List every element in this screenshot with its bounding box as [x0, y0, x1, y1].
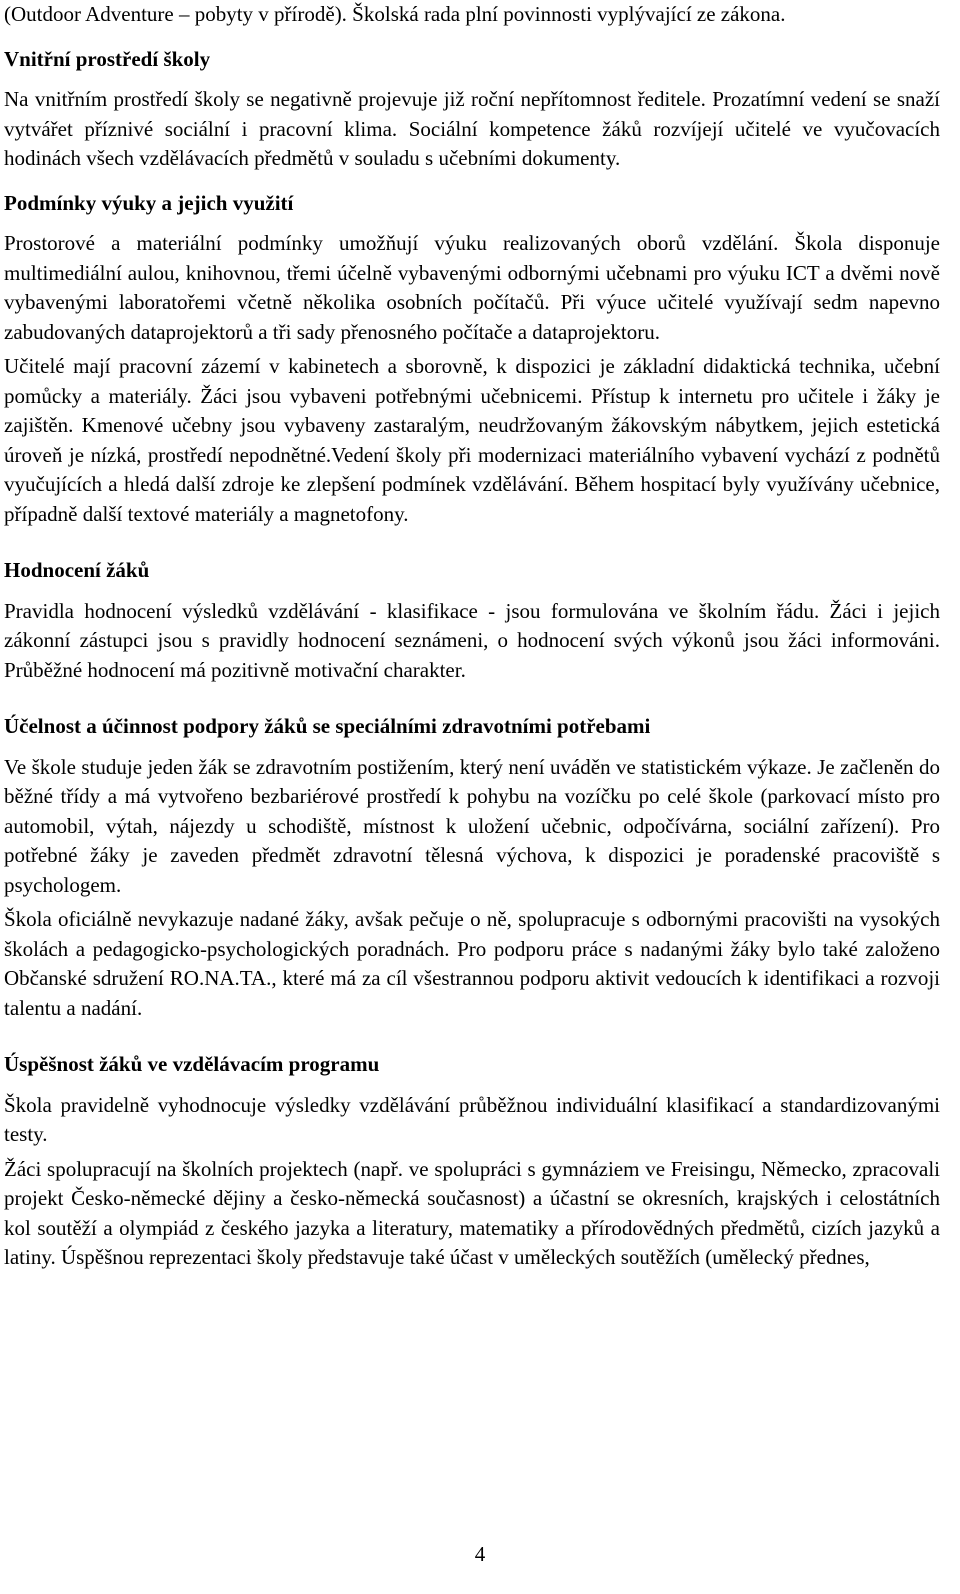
section-paragraph: Prostorové a materiální podmínky umožňují výuku realizovaných oborů vzdělání. Škola disponuje multimediální aulou, knihovnou, třemi účelně vybavenými odbornými učebnami pro výuku ICT a dvěmi nově vybavenými laboratořemi včetně několika osobních počítačů. Při výuce učitelé využívají sedm napevno zabudovaných dataprojektorů a tři sady přenosného počítače a dataprojektoru. [4, 231, 940, 344]
section-heading: Vnitřní prostředí školy [4, 46, 211, 71]
section-heading: Hodnocení žáků [4, 558, 150, 582]
section-paragraph: Na vnitřním prostředí školy se negativně projevuje již roční nepřítomnost ředitele. Prozatímní vedení se snaží vytvářet příznivé sociální i pracovní klima. Sociální kompetence žáků rozvíjejí učitelé ve vyučovacích hodinách všech vzdělávacích předmětů v souladu s učebními dokumenty. [4, 87, 940, 170]
section-paragraph: Ve škole studuje jeden žák se zdravotním postižením, který není uváděn ve statistickém výkaze. Je začleněn do běžné třídy a má vytvořeno bezbariérové prostředí k pohybu na vozíčku po celé škole (parkovací místo pro automobil, výtah, nájezdy u schodiště, místnost k uložení učebnic, odpočívárna, sociální zařízení). Pro potřebné žáky je zaveden předmět zdravotní tělesná výchova, k dispozici je poradenské pracoviště s psychologem. [4, 754, 940, 897]
page-number: 4 [474, 1542, 486, 1566]
intro-paragraph: (Outdoor Adventure – pobyty v přírodě). Školská rada plní povinnosti vyplývající ze zákona. [4, 2, 786, 26]
section-heading: Účelnost a účinnost podpory žáků se speciálními zdravotními potřebami [4, 714, 651, 738]
section-paragraph: Žáci spolupracují na školních projektech (např. ve spolupráci s gymnáziem ve Freisingu, Německo, zpracovali projekt Česko-německé dějiny a česko-německá současnost) a účastní se okresních, krajských i celostátních kol soutěží a olympiád z českého jazyka a literatury, matematiky a přírodovědných předmětů, cizích jazyků a latiny. Úspěšnou reprezentaci školy představuje také účast v uměleckých soutěžích (umělecký přednes, [4, 1156, 940, 1269]
section-heading: Podmínky výuky a jejich využití [4, 190, 294, 215]
section-paragraph: Pravidla hodnocení výsledků vzdělávání - klasifikace - jsou formulována ve školním řádu. Žáci i jejich zákonní zástupci jsou s pravidly hodnocení seznámeni, o hodnocení svých výkonů jsou žáci informováni. Průběžné hodnocení má pozitivně motivační charakter. [4, 598, 940, 682]
page-content [4, 0, 940, 1278]
section-paragraph: Učitelé mají pracovní zázemí v kabinetech a sborovně, k dispozici je základní didaktická technika, učební pomůcky a materiály. Žáci jsou vybaveni potřebnými učebnicemi. Přístup k internetu pro učitele i žáky je zajištěn. Kmenové učebny jsou vybaveny zastaralým, neudržovaným žákovským nábytkem, jejich estetická úroveň je nízká, prostředí nepodnětné.Vedení školy při modernizaci materiálního vybavení vychází z podnětů vyučujících a hledá další zdroje ke zlepšení podmínek vzdělávání. Během hospitací byly využívány učebnice, případně další textové materiály a magnetofony. [4, 354, 940, 526]
section-paragraph: Škola oficiálně nevykazuje nadané žáky, avšak pečuje o ně, spolupracuje s odbornými pracovišti na vysokých školách a pedagogicko-psychologických poradnách. Pro podporu práce s nadanými žáky bylo také založeno Občanské sdružení RO.NA.TA., které má za cíl všestrannou podporu aktivit vedoucích k identifikaci a rozvoji talentu a nadání. [4, 907, 940, 1020]
section-paragraph: Škola pravidelně vyhodnocuje výsledky vzdělávání průběžnou individuální klasifikací a standardizovanými testy. [4, 1092, 940, 1146]
section-heading: Úspěšnost žáků ve vzdělávacím programu [4, 1052, 380, 1076]
